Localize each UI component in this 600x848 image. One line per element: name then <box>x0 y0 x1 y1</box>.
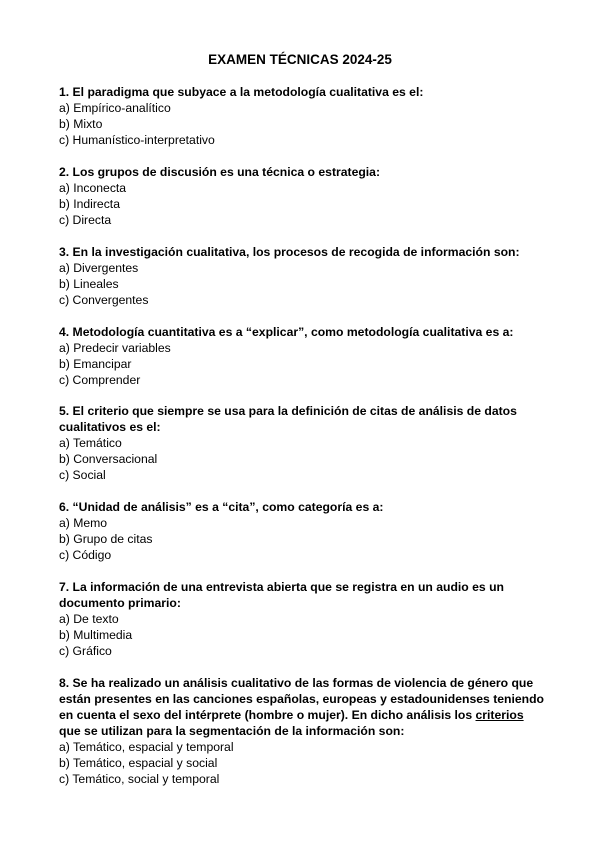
question-8-options <box>59 739 559 787</box>
question-8 <box>59 675 559 787</box>
option-6b: b) Grupo de citas <box>59 532 153 546</box>
question-6 <box>59 499 559 563</box>
option-4b: b) Emancipar <box>59 357 132 371</box>
question-2-text: 2. Los grupos de discusión es una técnica o estrategia: <box>59 165 381 179</box>
option-1c: c) Humanístico-interpretativo <box>59 133 215 147</box>
option-8a: a) Temático, espacial y temporal <box>59 740 234 754</box>
option-5a: a) Temático <box>59 436 122 450</box>
option-8c: c) Temático, social y temporal <box>59 772 220 786</box>
question-5 <box>59 403 559 483</box>
question-3 <box>59 244 559 308</box>
question-1 <box>59 84 559 148</box>
question-2-options <box>59 180 559 228</box>
option-1b: b) Mixto <box>59 117 103 131</box>
question-6-text: 6. “Unidad de análisis” es a “cita”, como categoría es a: <box>59 500 384 514</box>
question-5-text-line-1: 5. El criterio que siempre se usa para la definición de citas de análisis de datos <box>59 404 517 418</box>
question-7-text-line-2: documento primario: <box>59 596 181 610</box>
question-7-text-line-1: 7. La información de una entrevista abierta que se registra en un audio es un <box>59 580 504 594</box>
question-5-text <box>59 403 559 435</box>
question-5-text-line-2: cualitativos es el: <box>59 420 161 434</box>
question-3-options <box>59 260 559 308</box>
question-8-text-line-1: 8. Se ha realizado un análisis cualitativo de las formas de violencia de género que <box>59 676 534 690</box>
underlined-criterios: criterios <box>475 708 524 722</box>
question-3-text: 3. En la investigación cualitativa, los procesos de recogida de información son: <box>59 245 520 259</box>
option-2c: c) Directa <box>59 213 112 227</box>
option-5b: b) Conversacional <box>59 452 158 466</box>
option-3c: c) Convergentes <box>59 293 149 307</box>
option-7c: c) Gráfico <box>59 644 112 658</box>
question-5-options <box>59 435 559 483</box>
option-3b: b) Lineales <box>59 277 119 291</box>
option-7b: b) Multimedia <box>59 628 133 642</box>
option-2a: a) Inconecta <box>59 181 127 195</box>
question-8-text-line-3 <box>59 707 559 723</box>
question-8-text-line-3-start: en cuenta el sexo del intérprete (hombre o mujer). En dicho análisis los <box>59 708 476 722</box>
question-4 <box>59 324 559 388</box>
option-7a: a) De texto <box>59 612 119 626</box>
option-6c: c) Código <box>59 548 112 562</box>
question-4-text: 4. Metodología cuantitativa es a “explicar”, como metodología cualitativa es a: <box>59 325 514 339</box>
question-2 <box>59 164 559 228</box>
question-1-text: 1. El paradigma que subyace a la metodología cualitativa es el: <box>59 85 424 99</box>
question-8-text-line-2: están presentes en las canciones españolas, europeas y estadounidenses teniendo <box>59 692 544 706</box>
question-7-options <box>59 611 559 659</box>
option-2b: b) Indirecta <box>59 197 120 211</box>
option-3a: a) Divergentes <box>59 261 139 275</box>
option-5c: c) Social <box>59 468 106 482</box>
question-7-text <box>59 579 559 611</box>
question-1-options <box>59 100 559 148</box>
exam-title: EXAMEN TÉCNICAS 2024-25 <box>208 52 392 67</box>
option-8b: b) Temático, espacial y social <box>59 756 218 770</box>
question-7 <box>59 579 559 659</box>
option-4c: c) Comprender <box>59 373 141 387</box>
question-6-options <box>59 515 559 563</box>
option-4a: a) Predecir variables <box>59 341 171 355</box>
option-1a: a) Empírico-analítico <box>59 101 171 115</box>
question-8-text <box>59 675 559 739</box>
question-8-text-line-4: que se utilizan para la segmentación de la información son: <box>59 724 405 738</box>
question-4-options <box>59 340 559 388</box>
option-6a: a) Memo <box>59 516 108 530</box>
